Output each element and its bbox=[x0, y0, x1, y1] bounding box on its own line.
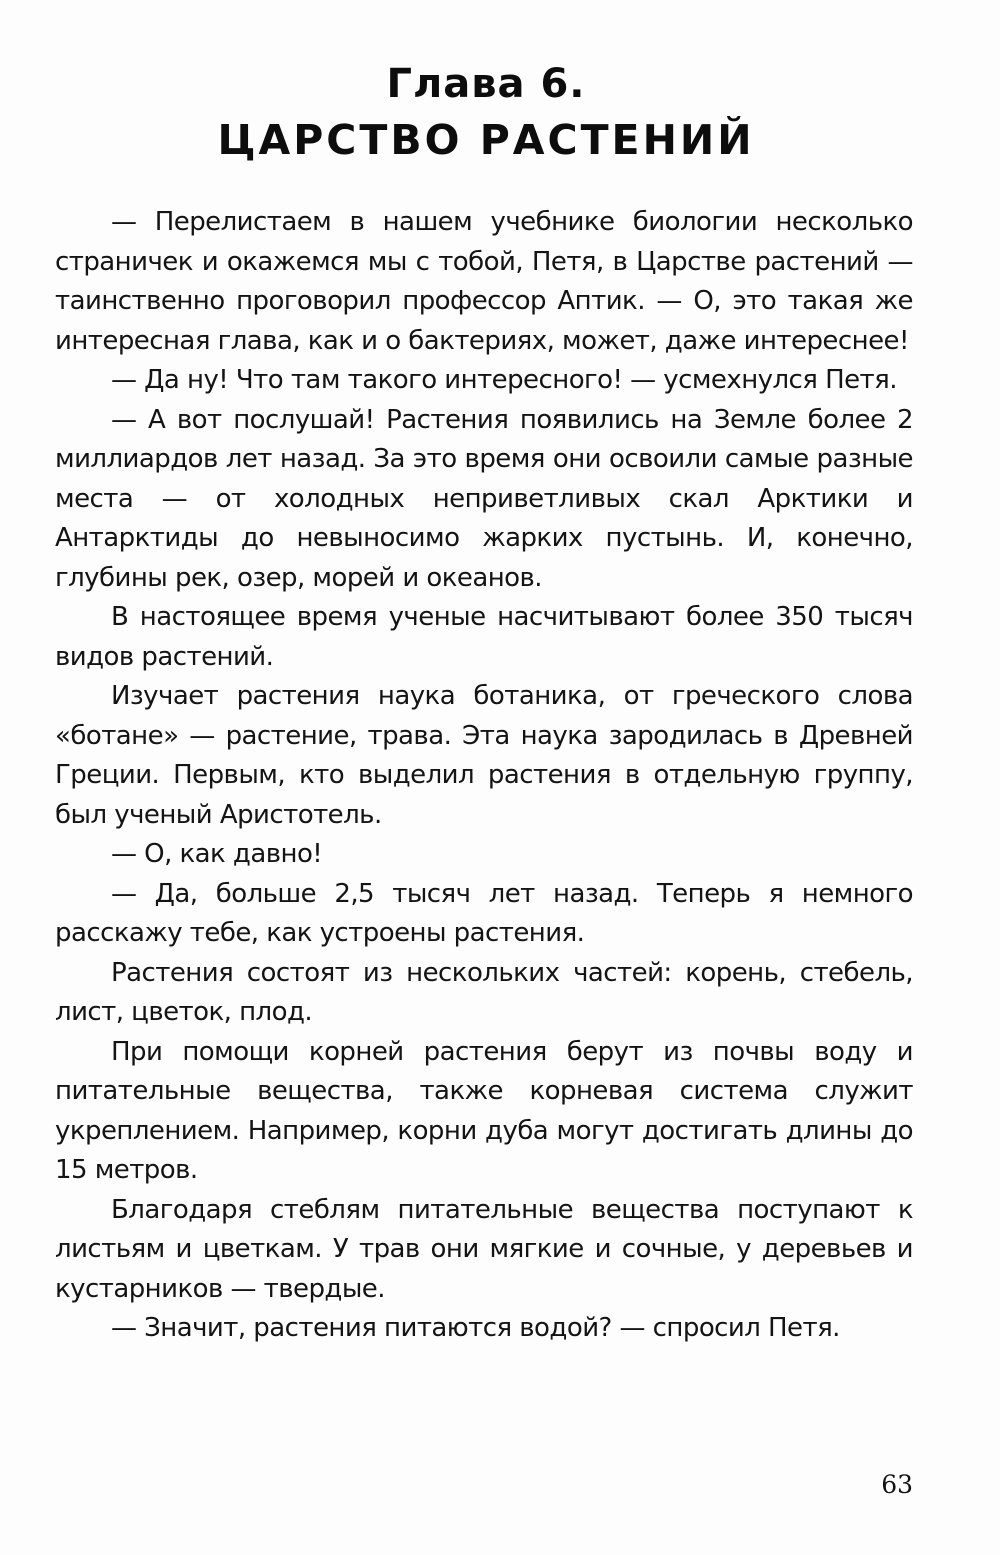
paragraph: В настоящее время ученые насчитывают более 350 тысяч видов растений. bbox=[55, 602, 913, 672]
paragraph: — Да, больше 2,5 тысяч лет назад. Теперь я немного расскажу тебе, как устроены растения. bbox=[55, 878, 913, 948]
chapter-heading bbox=[0, 56, 1000, 168]
paragraph: — Значит, растения питаются водой? — спросил Петя. bbox=[111, 1313, 840, 1343]
paragraph: Благодаря стеблям питательные вещества поступают к листьям и цветкам. У трав они мягкие и сочные, у деревьев и кустарников — твердые. bbox=[55, 1194, 913, 1304]
paragraph: При помощи корней растения берут из почвы воду и питательные вещества, также корневая система служит укреплением. Например, корни дуба могут достигать длины до 15 метров. bbox=[55, 1036, 913, 1185]
body-text bbox=[55, 203, 913, 1349]
paragraph: — Перелистаем в нашем учебнике биологии несколько страничек и окажемся мы с тобой, Петя, в Царстве растений — таинственно проговорил профессор Аптик. — О, это такая же интересная глава, как и о бактериях, может, даже интереснее! bbox=[55, 207, 913, 356]
paragraph: Изучает растения наука ботаника, от греческого слова «ботане» — растение, трава. Эта наука зародилась в Древней Греции. Первым, кто выделил растения в отдельную группу, был ученый Аристотель. bbox=[55, 681, 913, 830]
paragraph: — О, как давно! bbox=[111, 839, 323, 869]
paragraph: — А вот послушай! Растения появились на Земле более 2 миллиардов лет назад. За это время они освоили самые разные места — от холодных неприветливых скал Арктики и Антарктиды до невыносимо жарких пустынь. И, конечно, глубины рек, озер, морей и океанов. bbox=[55, 404, 913, 593]
page-number: 63 bbox=[881, 1470, 913, 1499]
paragraph: — Да ну! Что там такого интересного! — усмехнулся Петя. bbox=[111, 365, 897, 395]
chapter-title: ЦАРСТВО РАСТЕНИЙ bbox=[217, 116, 755, 164]
chapter-number: Глава 6. bbox=[386, 61, 586, 107]
paragraph: Растения состоят из нескольких частей: корень, стебель, лист, цветок, плод. bbox=[55, 957, 913, 1027]
